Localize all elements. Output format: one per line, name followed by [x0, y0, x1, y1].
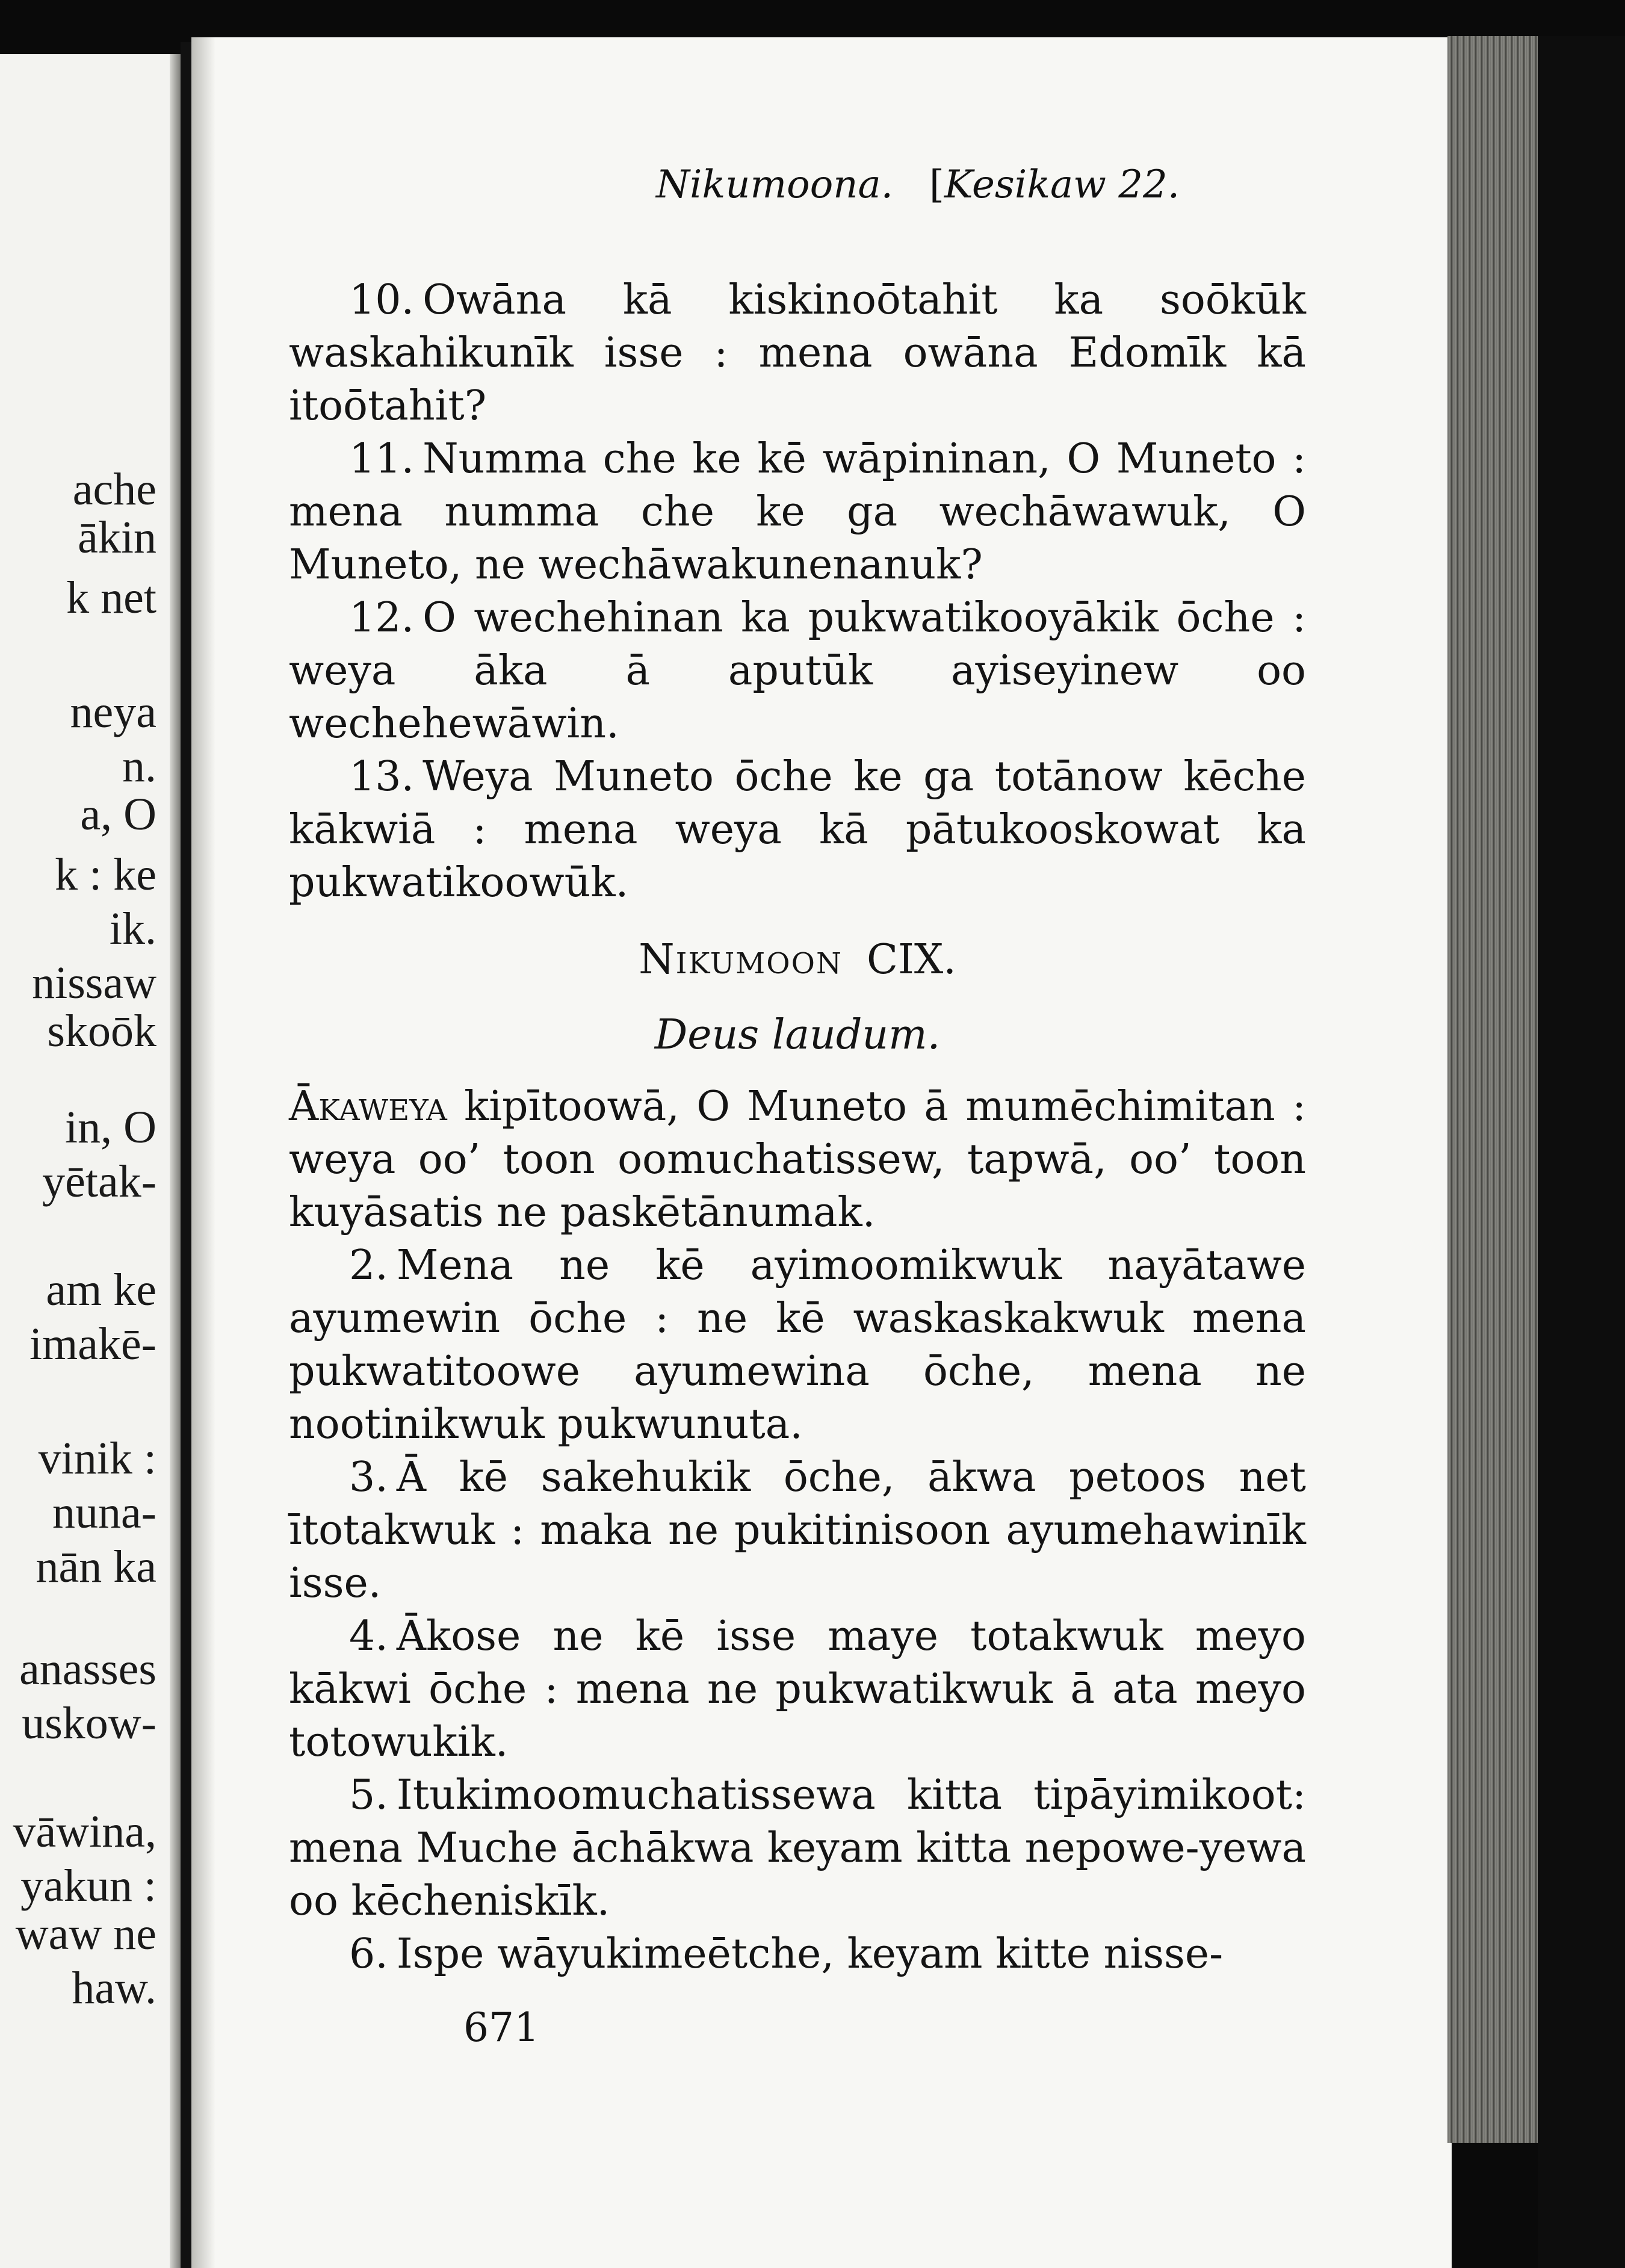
- left-page-text-fragment: uskow-: [22, 1698, 156, 1749]
- left-page-text-fragment: anasses: [19, 1644, 156, 1694]
- left-page-text-fragment: waw ne: [15, 1909, 156, 1959]
- verse: 3. Ā kē sakehukik ōche, ākwa petoos net ītotakwuk : maka ne pukitinisoon ayumehawinīk isse.: [289, 1454, 1306, 1607]
- left-page: [0, 54, 181, 2268]
- left-page-text-fragment: n.: [122, 741, 156, 792]
- left-page-text-fragment: in, O: [65, 1102, 156, 1153]
- verse: 12. O wechehinan ka pukwatikooyākik ōche : weya āka ā aputūk ayiseyinew oo wechehewāwin.: [289, 594, 1306, 748]
- verse: 13. Weya Muneto ōche ke ga totānow kēche kākwiā : mena weya kā pātukooskowat ka pukwatikoowūk.: [289, 753, 1306, 906]
- page-edges: [1447, 36, 1538, 2143]
- page-shadow: [191, 37, 215, 2268]
- left-page-text-fragment: ik.: [109, 903, 156, 954]
- left-page-text-fragment: skoōk: [47, 1006, 156, 1056]
- header-section: Kesikaw 22.: [944, 163, 1180, 207]
- psalm-latin-title: Deus laudum.: [654, 1011, 941, 1059]
- left-page-text-fragment: yakun :: [20, 1861, 156, 1911]
- left-page-text-fragment: nān ka: [36, 1541, 156, 1592]
- verses-bottom: [289, 1080, 1306, 1981]
- psalm-number: CIX.: [867, 936, 956, 984]
- left-page-text-fragment: nuna-: [52, 1487, 156, 1538]
- verse: 5. Itukimoomuchatissewa kitta tipāyimikoot: mena Muche āchākwa keyam kitta nepowe-yewa oo kēcheniskīk.: [289, 1771, 1306, 1925]
- left-page-text-fragment: yētak-: [42, 1156, 156, 1207]
- left-page-text-fragment: vinik :: [38, 1433, 156, 1484]
- verse: 4. Ākose ne kē isse maye totakwuk meyo kākwi ōche : mena ne pukwatikwuk ā ata meyo totowukik.: [289, 1613, 1306, 1766]
- left-page-text-fragment: neya: [70, 687, 156, 737]
- verse: 2. Mena ne kē ayimoomikwuk nayātawe ayumewin ōche : ne kē waskaskakwuk mena pukwatitoowe ayumewina ōche, mena ne nootinikwuk pukwunuta.: [289, 1242, 1306, 1448]
- header-bracket: [: [929, 163, 944, 207]
- left-page-text-fragment: a, O: [80, 789, 156, 840]
- running-header: [656, 163, 1180, 207]
- left-page-text-fragment: ache: [72, 464, 156, 515]
- verse: 11. Numma che ke kē wāpininan, O Muneto : mena numma che ke ga wechāwawuk, O Muneto, ne wechāwakunenanuk?: [289, 435, 1306, 589]
- left-page-text-fragment: k net: [66, 572, 156, 623]
- verses-top: [289, 274, 1306, 909]
- left-page-text-fragment: am ke: [46, 1265, 156, 1315]
- left-page-text-fragment: vāwina,: [13, 1806, 156, 1857]
- background-edge: [1538, 36, 1625, 2268]
- verse: 10. Owāna kā kiskinoōtahit ka soōkūk waskahikunīk isse : mena owāna Edomīk kā itoōtahit?: [289, 276, 1306, 430]
- psalm-title-word: Nikumoon: [639, 936, 843, 984]
- left-page-text-fragment: ākin: [78, 512, 156, 563]
- page-number: 671: [463, 2004, 539, 2051]
- page-fold: [170, 54, 181, 2268]
- left-page-text-fragment: nissaw: [32, 958, 156, 1008]
- verse: Ākaweya kipītoowā, O Muneto ā mumēchimitan : weya oo’ toon oomuchatissew, tapwā, oo’ toon kuyāsatis ne paskētānumak.: [289, 1083, 1306, 1236]
- left-page-text-fragment: imakē-: [29, 1319, 156, 1369]
- left-page-text-fragment: k : ke: [55, 849, 156, 900]
- left-page-text-fragment: haw.: [72, 1963, 156, 2013]
- header-title: Nikumoona.: [656, 163, 893, 207]
- psalm-title: [289, 936, 1306, 984]
- verse: 6. Ispe wāyukimeētche, keyam kitte nisse-: [349, 1930, 1224, 1978]
